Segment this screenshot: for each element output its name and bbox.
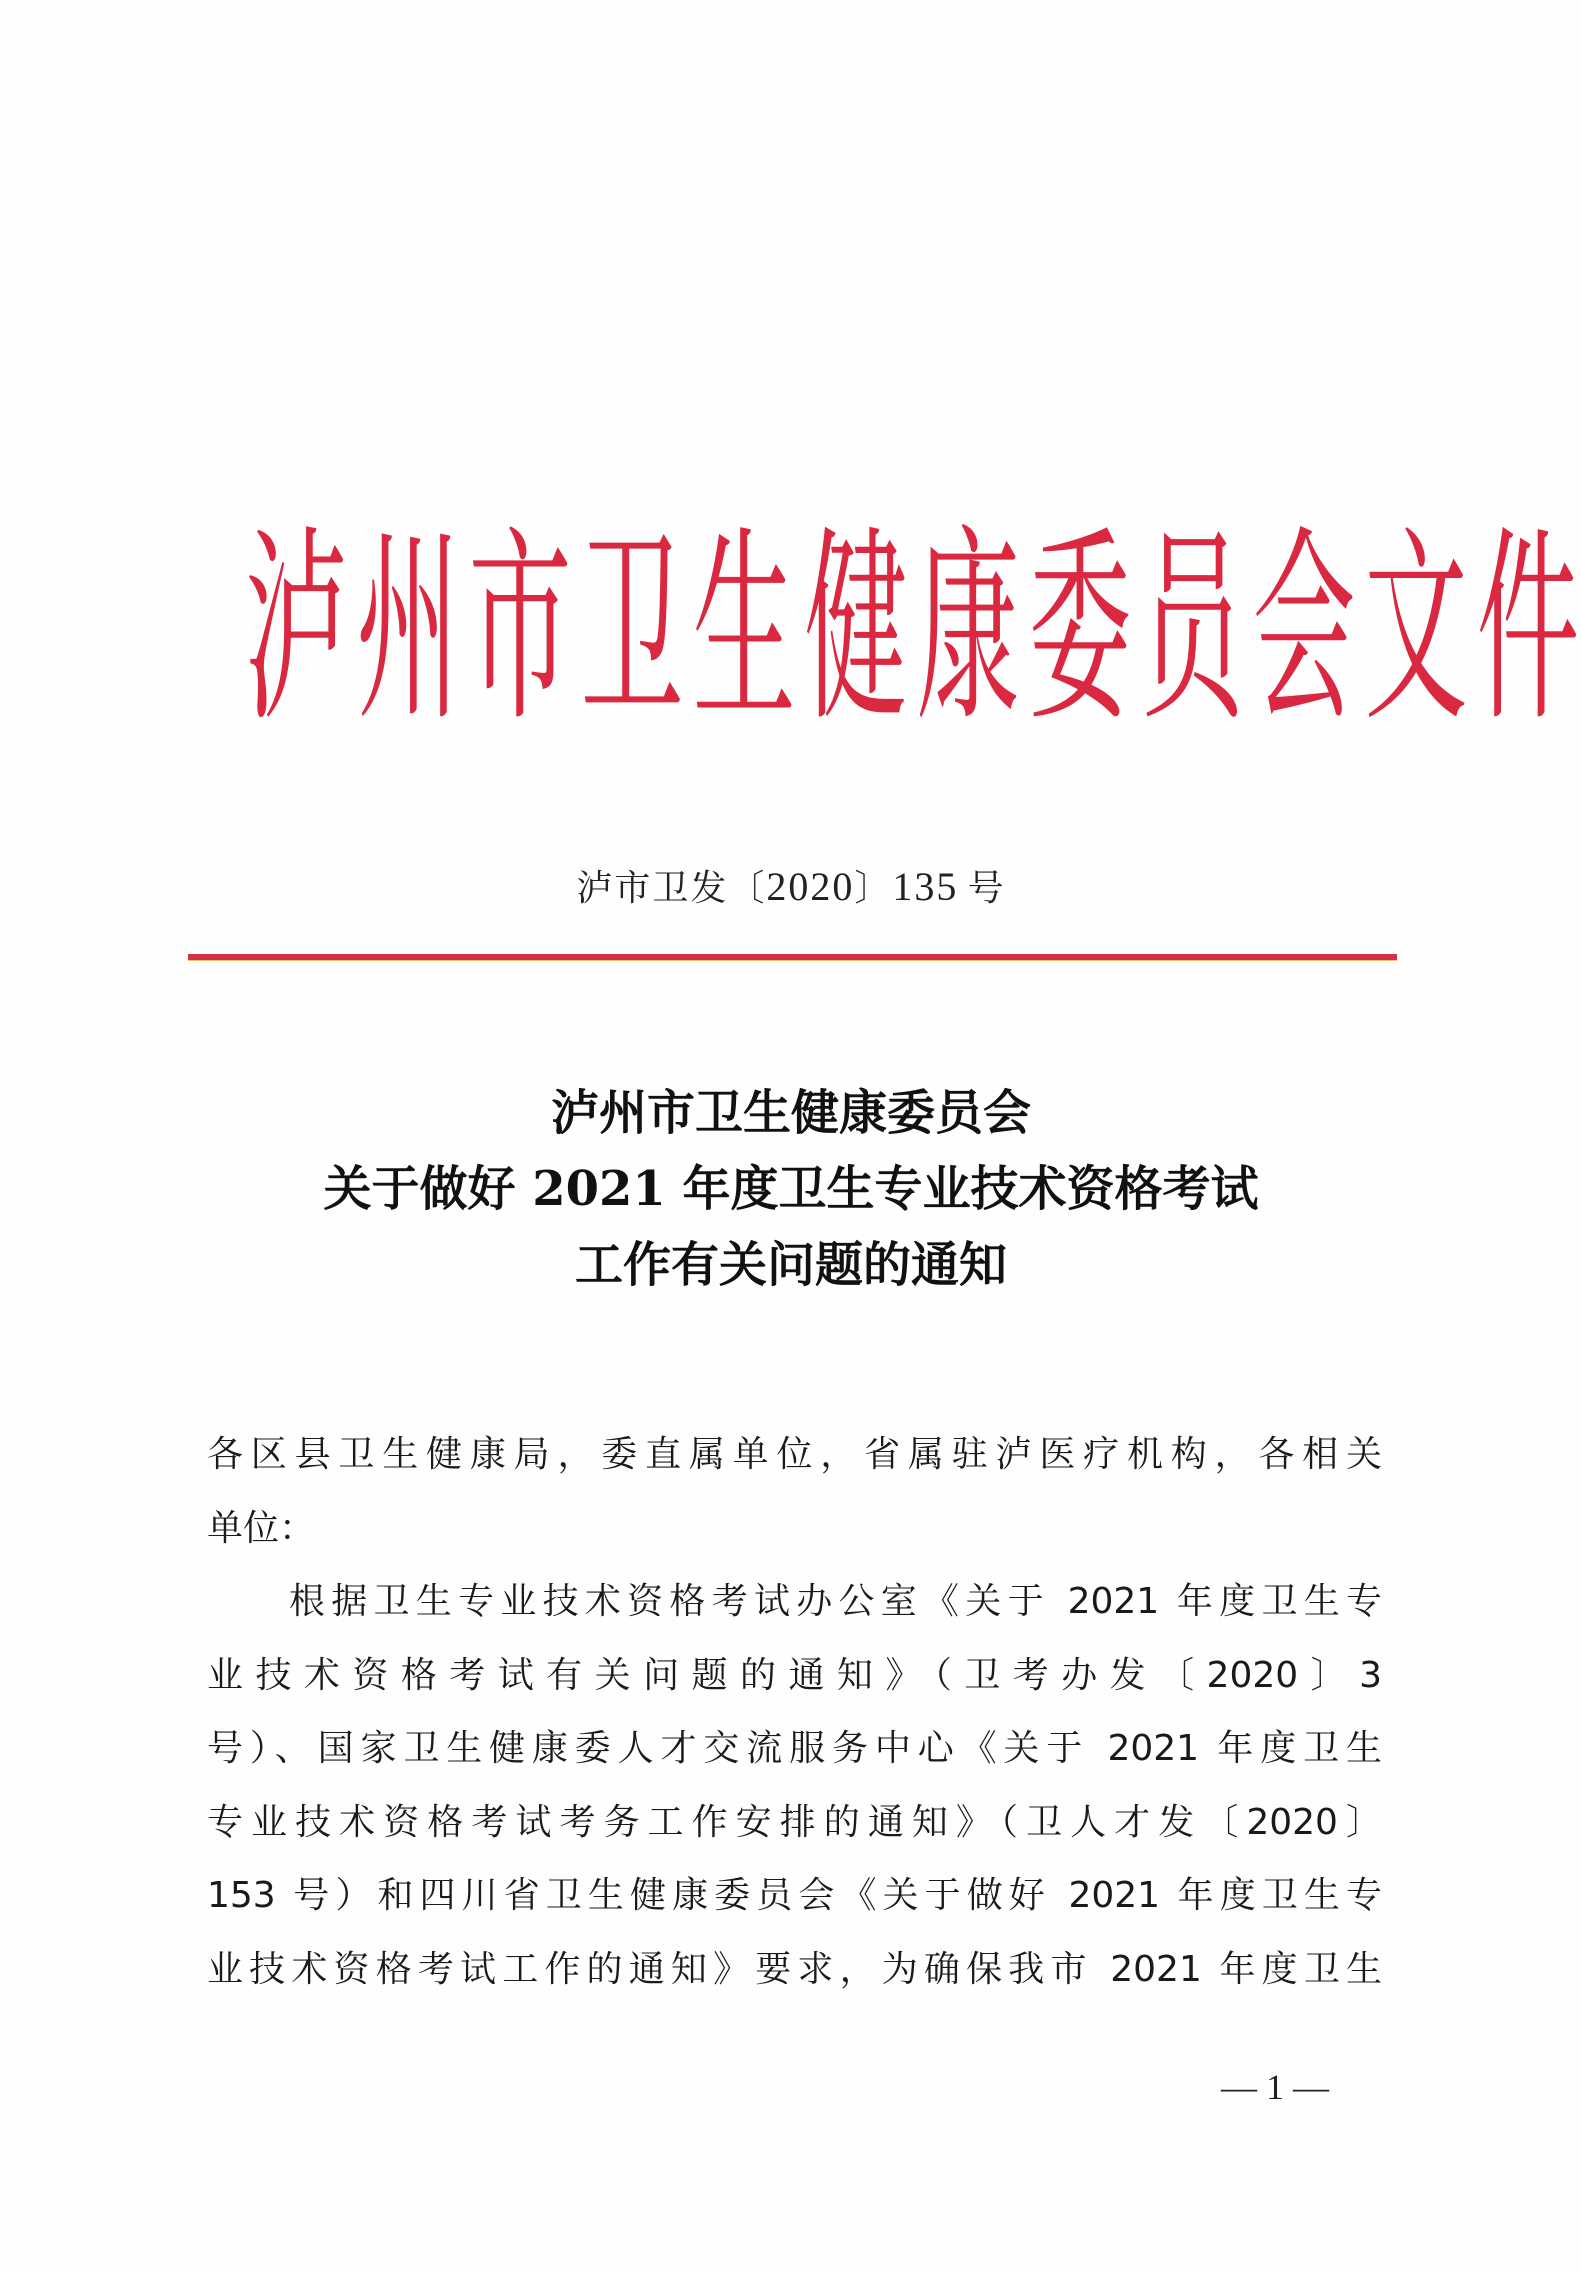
salutation-line: 单位：: [207, 1507, 316, 1549]
doc-number-prefix: 泸市卫发: [576, 868, 729, 909]
doc-number-year: 2020: [766, 864, 855, 909]
masthead-title: [240, 509, 1580, 751]
doc-number-value: 135: [892, 864, 959, 909]
paragraph-line: 号）、国家卫生健康委人才交流服务中心《关于 2021 年度卫生: [207, 1728, 1382, 1769]
masthead-char: 卫: [580, 509, 684, 751]
masthead-char: 泸: [244, 509, 348, 751]
masthead-char: 市: [468, 509, 572, 751]
masthead-char: 员: [1140, 509, 1244, 751]
doc-number-bracket-close: 〕: [854, 868, 893, 909]
title-line: 泸州市卫生健康委员会: [550, 1085, 1031, 1141]
paragraph-line: 业技术资格考试有关问题的通知》（卫考办发〔2020〕3: [207, 1654, 1382, 1696]
masthead-char: 生: [692, 509, 796, 751]
masthead-char: 健: [804, 509, 908, 751]
paragraph-line: 根据卫生专业技术资格考试办公室《关于 2021 年度卫生专: [289, 1581, 1382, 1622]
page-number: — 1 —: [1221, 2067, 1329, 2107]
masthead-char: 州: [356, 509, 460, 751]
salutation-line: 各区县卫生健康局，委直属单位，省属驻泸医疗机构，各相关: [207, 1434, 1382, 1475]
doc-number-bracket-open: 〔: [728, 868, 767, 909]
document-number: [0, 862, 1582, 914]
notice-body: [207, 1418, 1382, 2006]
masthead-char: 件: [1476, 509, 1580, 751]
masthead-char: 委: [1028, 509, 1132, 751]
doc-number-suffix: 号: [967, 868, 1006, 909]
masthead-char: 会: [1252, 509, 1356, 751]
title-line: 工作有关问题的通知: [574, 1237, 1007, 1293]
masthead-char: 康: [916, 509, 1020, 751]
paragraph-line: 专业技术资格考试考务工作安排的通知》（卫人才发〔2020〕: [207, 1801, 1382, 1843]
masthead-char: 文: [1364, 509, 1468, 751]
title-line: 关于做好 2021 年度卫生专业技术资格考试: [323, 1161, 1259, 1217]
paragraph-line: 业技术资格考试工作的通知》要求，为确保我市 2021 年度卫生: [207, 1948, 1382, 1990]
paragraph-line: 153 号）和四川省卫生健康委员会《关于做好 2021 年度卫生专: [207, 1875, 1382, 1916]
red-divider-rule: [188, 954, 1397, 961]
notice-title: [0, 1075, 1582, 1303]
